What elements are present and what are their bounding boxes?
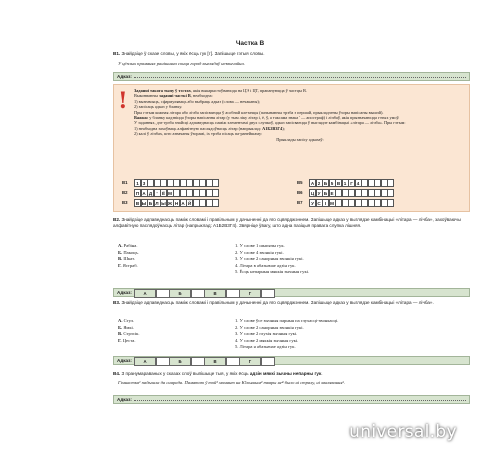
option-word <box>118 263 138 269</box>
b2-statements <box>235 243 435 277</box>
example-cell: Й <box>187 200 192 206</box>
option-statement: 5. Літара я абазначае адзін гук. <box>235 344 296 349</box>
b3-words <box>118 318 198 352</box>
example-cell: Ы <box>161 200 166 206</box>
option-word-text: Стрэсік. <box>123 331 140 336</box>
b3-statements <box>235 318 455 352</box>
option-statement: 1. У слове ўсе зычныя парныя па глухасці-звонкасці. <box>235 318 339 323</box>
answer-digit-cell[interactable] <box>261 357 275 366</box>
question-text: Знайдзіце адпаведнасць паміж словамі і правільным у дачыненні да яго сцвярджэннем. Запішыце адказ у выглядзе камбінацыі «літара — лічба». <box>121 300 434 305</box>
example-cell: У <box>316 189 323 197</box>
rules-step-2-detail: Пры гэтым кожная літара або лічба запісваецца ў асобнай клетачцы (пачынаючы трэба з першай, прыкладзены ўзоры напісаны вышэй). <box>134 109 384 115</box>
question-text: Знайдзіце ў сказе словы, у якіх ёсць гук [т]. Запішыце гэтыя словы. <box>121 51 265 56</box>
question-b4 <box>113 371 470 377</box>
option-word <box>118 250 139 256</box>
example-cell: М <box>168 190 172 196</box>
answer-digit-cell[interactable] <box>191 357 205 366</box>
option-statement: 3. У слове 2 глухія зычныя гукі. <box>235 331 298 336</box>
answer-digit-cell[interactable] <box>226 289 240 298</box>
option-statement: 1. У слове 1 шыпячы гук. <box>235 243 285 248</box>
example-cell: Ж <box>167 200 173 206</box>
example-cell <box>212 179 219 187</box>
example-cell: 5 <box>329 179 336 187</box>
rules-important-label: Важна: <box>134 115 149 121</box>
example-cell: Д <box>148 190 153 196</box>
option-word <box>118 331 140 337</box>
example-cell: Л <box>155 200 159 206</box>
example-cell: 1 <box>342 179 349 187</box>
answer-field-b3[interactable] <box>113 356 470 365</box>
question-b3 <box>113 300 470 306</box>
example-cell: А <box>181 200 185 206</box>
option-letter: Б. <box>118 324 124 330</box>
rules-note-2: 2) калі ў лічбах, што азначаны ўзорамі, іх трэба пісаць па-ранейшаму: <box>134 131 263 137</box>
exclamation-icon: ! <box>118 88 128 114</box>
option-word <box>118 325 134 331</box>
option-word-text: Ямкі. <box>123 324 134 330</box>
example-cell: У <box>309 199 316 207</box>
example-grid <box>122 179 467 211</box>
option-letter: В. <box>118 331 124 336</box>
option-word <box>118 338 135 344</box>
rules-step-2: 2) запісаць адказ у бланку. <box>134 104 183 110</box>
example-row-label: В2 <box>122 190 128 195</box>
question-text: З пранумараваных у сказах слоў выпішыце тыя, у якіх ёсць <box>121 371 250 376</box>
example-cell: М <box>330 200 334 206</box>
example-cell: А <box>142 190 146 196</box>
answer-field-b2[interactable] <box>113 288 470 297</box>
example-cell <box>387 189 394 197</box>
question-text: Знайдзіце адпаведнасць паміж словамі і правільным у дачыненні да яго сцвярджэннем. Запішыце адказ у выглядзе камбінацыі «літара — лічба», захоўваючы алфавітную паслядоўнасць літар (напрыклад: А1Б2В3Г4). Звярніце ўвагу, што адна пазіцыя правага слупка лішняя. <box>113 217 461 228</box>
rules-note-1-example: А1Б2В3Г4 <box>262 125 283 131</box>
example-cells <box>309 189 394 197</box>
example-cell: Б <box>323 190 328 196</box>
b4-sentence: Гімнастка¹ падышла да снарада. Памятаю ў той² момант на Юльяным³ твары не⁴ было ні страху, ні хвалявання⁵. <box>118 380 346 385</box>
option-word-text: Пакоць. <box>123 249 139 255</box>
example-cell: Ц <box>310 190 315 196</box>
rules-text <box>134 88 466 142</box>
sample-sentence: У цёплых прамянях ранішняга сонца горад выглядаў незвычайна. <box>118 61 245 66</box>
example-cell <box>212 189 219 197</box>
answer-letter-cell: Б <box>169 357 191 366</box>
answer-cells-row <box>134 357 274 366</box>
example-cell: С <box>317 200 321 206</box>
example-row-label: В6 <box>297 190 303 195</box>
rules-step-1: 1) вызначыць, сфармуляваць або выбраць адказ (слова — нечаканы); <box>134 98 260 104</box>
example-cell: І <box>322 199 329 207</box>
question-number: В3. <box>113 300 121 305</box>
question-b2 <box>113 217 470 229</box>
rules-intro: , якія выкарыстоўваюцца на ЦЭ і ЦТ, прапануюцца ў частцы В. <box>190 88 307 93</box>
rules-note: У заданнях, дзе трэба знайсці адпаведнасць паміж элементамі двух слупкоў, адказ запісваецца ў выглядзе камбінацыі «літара — лічба». Пры гэтым: <box>134 120 406 126</box>
example-caption: Прыклады запісу адказаў: <box>276 136 324 142</box>
option-word <box>118 318 134 324</box>
option-word-text: Стул. <box>123 318 135 323</box>
example-cell: В <box>135 200 140 206</box>
option-word <box>118 256 135 262</box>
watermark-text: universal.by <box>349 422 457 442</box>
example-cell: 3 <box>141 179 148 187</box>
example-cell: А <box>310 180 315 186</box>
option-word-text: Ястраб. <box>122 262 138 268</box>
answer-digit-cell[interactable] <box>156 357 170 366</box>
answer-line <box>134 77 466 78</box>
example-cell: Б <box>148 200 153 206</box>
option-statement: 4. У слове 2 мяккія зычныя гукі. <box>235 337 299 343</box>
option-letter: Б. <box>118 249 124 255</box>
example-cells <box>134 199 219 207</box>
answer-digit-cell[interactable] <box>156 289 170 298</box>
question-text-end: . <box>321 371 323 376</box>
option-letter: Г. <box>118 262 123 268</box>
example-cell: Н <box>174 200 179 206</box>
answer-letter-cell: Г <box>239 289 261 298</box>
option-letter: А. <box>118 318 124 323</box>
answer-label: Адказ: <box>117 290 132 295</box>
question-number: В2. <box>113 217 121 222</box>
b2-words <box>118 243 198 277</box>
option-statement: 4. Літара в абазначае адзін гук. <box>235 262 296 268</box>
option-word <box>118 243 137 249</box>
option-statement: 2. У слове 2 санорныя звонкія гукі. <box>235 324 304 330</box>
answer-letter-cell: Б <box>169 289 191 298</box>
example-cell: Б <box>323 180 328 186</box>
example-row-label: В3 <box>122 200 128 205</box>
example-cell: 2 <box>316 179 323 187</box>
example-cell: 4 <box>355 179 362 187</box>
answer-field-b4[interactable] <box>113 395 470 404</box>
rules-note-1: 1) неабходна захоўваць алфавітную паслядоўнасць літар (напрыклад: <box>134 125 263 131</box>
answer-digit-cell[interactable] <box>191 289 205 298</box>
option-letter: В. <box>118 256 124 261</box>
watermark <box>306 416 500 448</box>
answer-letter-cell: В <box>204 289 226 298</box>
example-cell <box>387 179 394 187</box>
example-cell: Е <box>330 190 334 196</box>
example-cell: Ы <box>141 200 147 206</box>
question-b1 <box>113 51 470 57</box>
answer-field-b1[interactable] <box>113 72 470 81</box>
question-number: В4. <box>113 371 121 376</box>
example-cells <box>309 179 394 187</box>
answer-letter-cell: В <box>204 357 226 366</box>
example-cell <box>387 199 394 207</box>
option-statement: 2. У слове 4 звонкія гукі. <box>235 249 284 255</box>
rules-heading: Заданні такога тыпу ў тэстах <box>134 88 191 93</box>
part-title: Частка В <box>235 40 265 47</box>
rules-important-text: у бланку кадзвіцца ўзоры напісання літар (у тым ліку літар і, ё, ў, а таксама знака ' — апостраф) і лічбаў, якія прызначаюцца гэтых умоў. <box>148 115 400 121</box>
option-statement: 3. У слове 2 санорныя звонкія гукі. <box>235 256 304 261</box>
answer-letter-cell: А <box>134 357 156 366</box>
option-letter: Г. <box>118 337 123 343</box>
answer-line <box>134 400 466 401</box>
option-word-text: Шкат. <box>123 256 135 261</box>
example-row-label: В5 <box>297 180 303 185</box>
option-word-text: Цеста. <box>122 337 136 343</box>
option-letter: А. <box>118 243 124 248</box>
answer-label: Адказ: <box>117 74 132 79</box>
example-row-label: В7 <box>297 200 303 205</box>
rules-para2-bold: заданні часткі В <box>159 93 191 99</box>
example-cell: Ё <box>161 190 166 196</box>
rules-note-1-end: ); <box>282 125 285 131</box>
answer-label: Адказ: <box>117 397 132 402</box>
example-row-label: В1 <box>122 180 128 185</box>
example-cell: 1 <box>134 179 141 187</box>
example-cell <box>212 199 219 207</box>
example-cell: В <box>336 180 341 186</box>
rules-para2-pre: Выконваючы <box>134 93 160 99</box>
example-cell: ' <box>154 189 161 197</box>
option-word-text: Рабіна. <box>123 243 138 248</box>
answer-letter-cell: Г <box>239 357 261 366</box>
answer-digit-cell[interactable] <box>226 357 240 366</box>
answer-label: Адказ: <box>117 358 132 363</box>
question-text-bold: адзін мяккі зычны непарны гук <box>249 371 322 376</box>
question-number: В1. <box>113 51 121 56</box>
answer-digit-cell[interactable] <box>261 289 275 298</box>
example-cell: Г <box>348 179 355 187</box>
answer-cells-row <box>134 289 274 298</box>
example-cells <box>134 189 219 197</box>
option-statement: 5. Ёсць непарныя мяккія зычныя гукі. <box>235 269 310 274</box>
rules-para2-post: , неабходна: <box>190 93 213 99</box>
example-cell: П <box>135 190 140 196</box>
answer-letter-cell: А <box>134 289 156 298</box>
rules-box <box>113 84 470 212</box>
example-cells <box>309 199 394 207</box>
example-cells <box>134 179 219 187</box>
